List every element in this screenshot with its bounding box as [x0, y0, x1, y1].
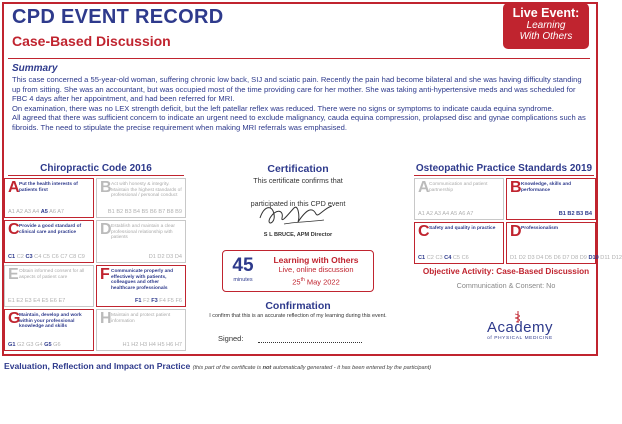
evaluation-note-pre: (this part of the certificate is [192, 365, 263, 371]
chiro-code-item: C9 [77, 254, 85, 260]
record-title: CPD EVENT RECORD [12, 6, 224, 28]
evaluation-heading [4, 361, 431, 371]
chiro-letter: A [8, 179, 20, 196]
osteo-code-item: D11 [600, 255, 611, 261]
chiro-code-item: A5 [40, 209, 48, 215]
chiro-code-item: B4 [133, 209, 140, 215]
chiro-code-item: A4 [32, 209, 40, 215]
osteo-code-item: B1 [558, 211, 566, 217]
chiro-code-item: C3 [25, 254, 33, 260]
chiro-code-item: H5 [157, 342, 165, 348]
chiro-code-item: G3 [26, 342, 34, 348]
osteo-code-item: D5 [544, 255, 553, 261]
chiro-letter: B [100, 179, 112, 196]
chiro-codes [100, 298, 182, 304]
chiro-codes [100, 209, 182, 215]
osteo-code-item: C2 [426, 255, 434, 261]
osteo-code-item: B4 [584, 211, 592, 217]
chiro-code-item: A3 [24, 209, 32, 215]
chiro-code-item: C8 [69, 254, 77, 260]
osteo-code-item: A5 [450, 211, 458, 217]
osteo-box-b [506, 178, 596, 220]
chiro-code-item: D3 [166, 254, 174, 260]
logo-subtitle: of PHYSICAL MEDICINE [487, 336, 553, 341]
event-info [261, 255, 371, 288]
chiro-codes [8, 209, 90, 215]
duration-minutes: 45 [232, 255, 254, 276]
chiro-code-item: C7 [60, 254, 68, 260]
chiro-code-item: B3 [124, 209, 132, 215]
osteo-code-item: D8 [571, 255, 579, 261]
chiro-code-item: E5 [41, 298, 49, 304]
chiro-code-item: B7 [158, 209, 166, 215]
certification-title: Certification [267, 163, 329, 175]
chiro-code-item: E4 [33, 298, 41, 304]
chiro-letter: H [100, 310, 112, 327]
chiro-code-item: H4 [148, 342, 156, 348]
osteo-codes [510, 211, 592, 217]
chiro-description: Maintain, develop and work within your professional knowledge and skills [19, 313, 82, 330]
event-format: Live, online discussion [278, 265, 354, 274]
osteo-code-item: D10 [588, 255, 599, 261]
osteo-description: Communication and patient partnership [429, 182, 488, 193]
chiro-codes [8, 342, 90, 348]
osteo-letter: D [510, 223, 522, 240]
evaluation-note-bold: not [262, 365, 272, 371]
chiro-description: Obtain informed consent for all aspects of patient care [19, 269, 85, 280]
chiro-code-item: F2 [143, 298, 150, 304]
badge-line-1: Live Event: [512, 6, 580, 20]
chiro-code-item: A1 [8, 209, 15, 215]
chiro-code-item: F1 [135, 298, 142, 304]
director-signature [254, 196, 344, 232]
chiro-code-item: C2 [16, 254, 24, 260]
certification-line-2: participated in this CPD event [250, 199, 346, 208]
chiro-code-item: B1 [107, 209, 115, 215]
chiro-description: Establish and maintain a clear professional relationship with patients [111, 224, 175, 241]
chiro-code-item: E1 [8, 298, 15, 304]
chiro-description: Provide a good standard of clinical care and practice [19, 224, 82, 235]
live-event-badge [503, 3, 589, 49]
academy-logo [480, 320, 560, 341]
chiro-code-title: Chiropractic Code 2016 [40, 163, 152, 174]
chiro-letter: G [8, 310, 21, 327]
osteo-code-item: D12 [611, 255, 622, 261]
chiro-letter: F [100, 266, 110, 283]
osteo-codes [418, 255, 500, 261]
chiro-code-item: A7 [57, 209, 65, 215]
chiro-codes [8, 254, 90, 260]
chiro-code-item: G4 [35, 342, 43, 348]
chiro-letter: E [8, 266, 19, 283]
summary-paragraph: On examination, there was no LEX strength deficit, but the left patellar reflex was reduced. There were no signs or symptoms to indicate cauda equina syndrome. [12, 103, 554, 113]
osteo-code-item: D1 [510, 255, 518, 261]
chiro-box-f [96, 265, 186, 307]
chiro-box-h [96, 309, 186, 351]
chiro-code-item: C1 [8, 254, 16, 260]
chiro-codes [100, 342, 182, 348]
confirmation-text: I confirm that this is an accurate reflection of my learning during this event. [209, 313, 387, 319]
osteo-code-item: C5 [452, 255, 461, 261]
event-date [261, 275, 371, 288]
chiro-code-item: F4 [159, 298, 166, 304]
badge-line-3: With Others [519, 31, 573, 42]
chiro-code-item: H7 [174, 342, 182, 348]
chiro-box-b [96, 178, 186, 218]
duration-label: minutes [233, 277, 253, 283]
chiro-code-item: B2 [116, 209, 124, 215]
evaluation-note-post: automatically generated - it has been entered by the participant) [271, 365, 432, 371]
osteo-code-item: C3 [435, 255, 443, 261]
event-date-rest: May 2022 [304, 277, 340, 287]
osteo-code-item: A7 [466, 211, 474, 217]
osteo-description: Knowledge, skills and performance [521, 182, 572, 193]
osteo-box-c [414, 222, 504, 264]
confirmation-title: Confirmation [265, 300, 331, 312]
chiro-code-item: D2 [157, 254, 165, 260]
osteo-codes [418, 211, 500, 217]
chiro-description: Communicate properly and effectively with patients, colleagues and other healthcare professionals [111, 269, 174, 291]
chiro-code-item: B6 [149, 209, 157, 215]
evaluation-title: Evaluation, Reflection and Impact on Practice [4, 361, 191, 371]
communication-consent: Communication & Consent: No [456, 281, 556, 290]
osteo-code-item: D3 [527, 255, 535, 261]
director-name: S L BRUCE, APM Director [263, 232, 333, 238]
osteo-codes [510, 255, 622, 261]
chiro-description: Maintain and protect patient information [111, 313, 171, 324]
chiro-code-item: G1 [8, 342, 16, 348]
event-title: Learning with Others [273, 255, 359, 265]
osteo-code-item: D6 [553, 255, 561, 261]
chiro-code-item: B8 [166, 209, 174, 215]
osteo-letter: B [510, 179, 522, 196]
evaluation-note [193, 365, 432, 371]
chiro-divider [8, 175, 184, 176]
osteo-code-item: D2 [518, 255, 526, 261]
osteo-box-a [414, 178, 504, 220]
osteo-code-item: C1 [418, 255, 426, 261]
chiro-code-item: H1 [122, 342, 130, 348]
summary-paragraph: This case concerned a 55-year-old woman, suffering chronic low back, SIJ and sciatic pain. Recently the pain had become bilateral and she was having difficulty standing up from sitting. She was an accountant, but was occupied most of the time providing care for her mother. She was taking anti-hypertensive meds and was scheduled for FBC 4 days after her appointment, and had been referred for MRI. [12, 75, 582, 104]
chiro-box-e [4, 265, 94, 307]
caduceus-icon [513, 311, 523, 323]
event-details-box [222, 250, 374, 292]
osteo-code-item: A6 [458, 211, 466, 217]
osteo-code-item: A3 [434, 211, 442, 217]
chiro-description: Act with honesty & integrity. Maintain the highest standards of professional / personal conduct [111, 182, 182, 199]
chiro-box-c [4, 220, 94, 263]
chiro-code-item: H6 [166, 342, 174, 348]
chiro-description: Put the health interests of patients first [19, 182, 78, 193]
osteo-standards-title: Osteopathic Practice Standards 2019 [415, 163, 593, 174]
summary-heading: Summary [12, 63, 58, 74]
chiro-box-g [4, 309, 94, 351]
signature-line[interactable] [258, 342, 362, 343]
logo-wordmark: Academy [486, 319, 554, 336]
summary-section [12, 63, 587, 133]
osteo-code-item: C6 [461, 255, 469, 261]
objective-activity: Objective Activity: Case-Based Discussion [422, 267, 590, 276]
chiro-code-item: A2 [16, 209, 23, 215]
chiro-code-item: G2 [17, 342, 25, 348]
osteo-code-item: D4 [536, 255, 544, 261]
signed-label: Signed: [218, 334, 244, 343]
chiro-code-item: D1 [148, 254, 156, 260]
record-subtitle: Case-Based Discussion [12, 33, 171, 49]
chiro-code-item: E6 [50, 298, 57, 304]
chiro-code-item: F3 [151, 298, 158, 304]
chiro-box-d [96, 220, 186, 263]
badge-line-2: Learning [526, 20, 566, 31]
event-date-day: 25 [292, 277, 301, 287]
chiro-box-a [4, 178, 94, 218]
chiro-code-item: F5 [167, 298, 174, 304]
chiro-letter: C [8, 221, 20, 238]
chiro-code-item: G5 [44, 342, 52, 348]
duration [229, 255, 257, 283]
chiro-code-item: C5 [42, 254, 51, 260]
event-date-suffix: th [300, 277, 305, 283]
summary-paragraph: All agreed that there was sufficient concern to indicate an urgent need to exclude malignancy, cauda equina compression, prolapsed disc and gynae complications such as fibroids. The need to stipulate the precise requirement when making MRI referrals was emphasised. [12, 113, 586, 132]
chiro-code-item: C4 [34, 254, 42, 260]
osteo-code-item: D9 [579, 255, 587, 261]
osteo-code-item: A4 [442, 211, 450, 217]
osteo-code-item: C4 [444, 255, 452, 261]
osteo-box-d [506, 222, 622, 264]
chiro-code-item: E2 [16, 298, 24, 304]
certification-line-1: This certificate confirms that [253, 176, 343, 185]
chiro-code-item: H2 [131, 342, 139, 348]
chiro-code-item: F6 [175, 298, 182, 304]
osteo-description: Professionalism [521, 226, 559, 231]
osteo-letter: C [418, 223, 430, 240]
chiro-codes [8, 298, 90, 304]
chiro-code-item: B5 [141, 209, 149, 215]
chiro-code-item: D4 [174, 254, 182, 260]
chiro-code-item: G6 [53, 342, 61, 348]
chiro-code-item: A6 [49, 209, 56, 215]
osteo-code-item: A1 [418, 211, 425, 217]
chiro-codes [100, 254, 182, 260]
summary-divider [8, 58, 590, 59]
chiro-code-item: E7 [58, 298, 66, 304]
osteo-code-item: D7 [562, 255, 570, 261]
osteo-letter: A [418, 179, 430, 196]
osteo-code-item: B3 [576, 211, 584, 217]
chiro-code-item: E3 [24, 298, 32, 304]
chiro-letter: D [100, 221, 112, 238]
osteo-code-item: A2 [426, 211, 433, 217]
osteo-code-item: B2 [567, 211, 575, 217]
chiro-code-item: B9 [175, 209, 182, 215]
osteo-description: Safety and quality in practice [429, 226, 496, 231]
chiro-code-item: C6 [51, 254, 59, 260]
chiro-code-item: H3 [139, 342, 148, 348]
osteo-divider [414, 175, 594, 176]
